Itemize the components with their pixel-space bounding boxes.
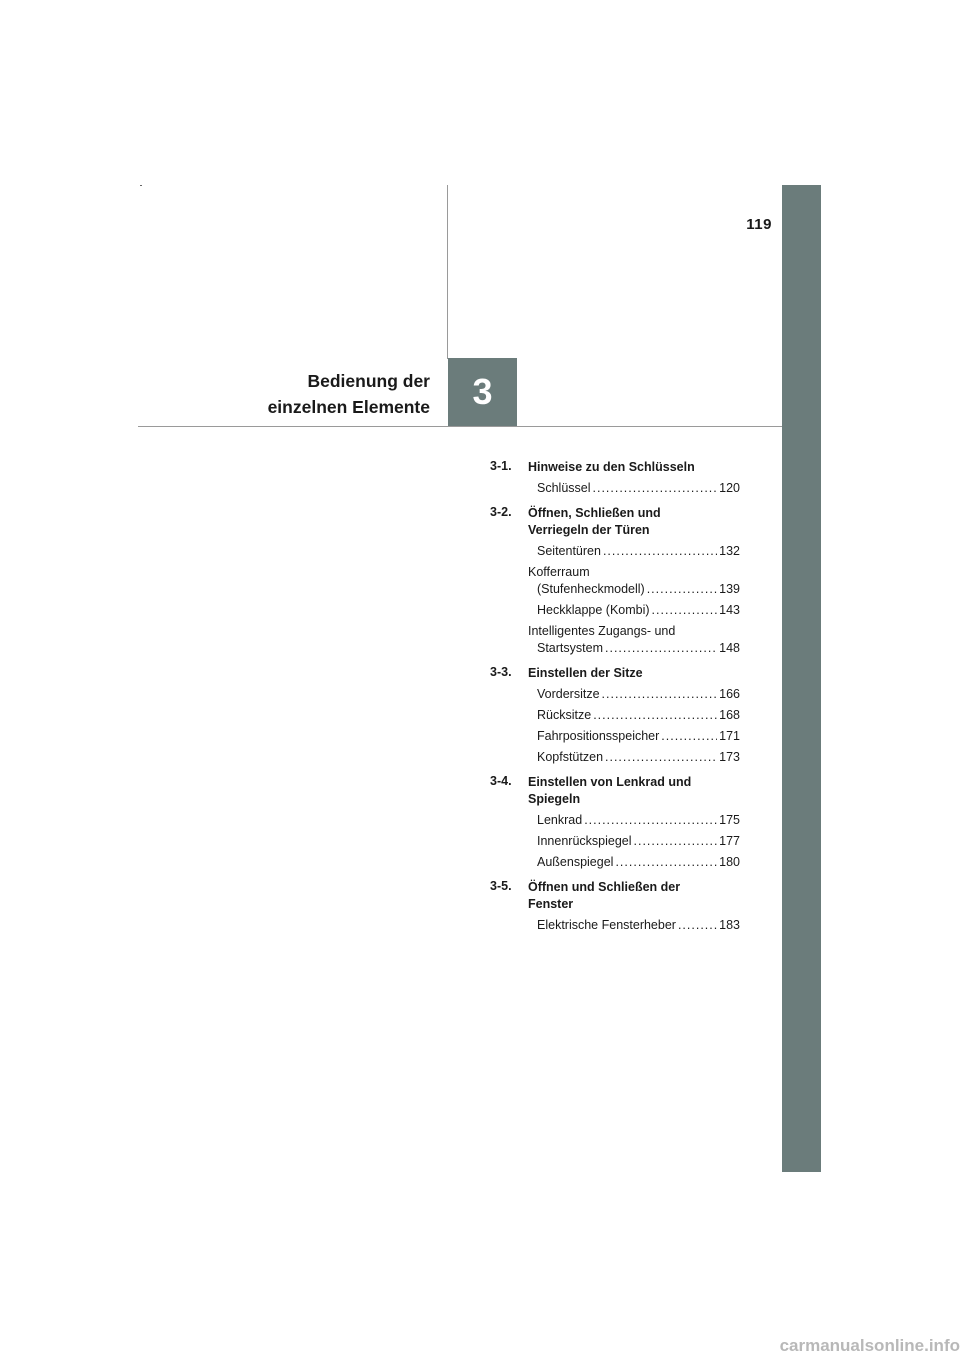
dot-leader <box>603 543 717 560</box>
toc-entry-label: Seitentüren <box>537 544 601 558</box>
chapter-title <box>268 368 430 420</box>
toc-section-number: 3-4. <box>490 774 512 788</box>
toc-section-title[interactable] <box>528 774 740 808</box>
toc-entry[interactable] <box>528 728 740 745</box>
toc-section-title-line: Öffnen, Schließen und <box>528 506 661 520</box>
toc-section <box>490 459 740 497</box>
toc-entry[interactable] <box>528 749 740 766</box>
toc-section-number: 3-3. <box>490 665 512 679</box>
toc-section-title-line: Spiegeln <box>528 792 581 806</box>
toc-entry[interactable] <box>528 480 740 497</box>
toc-section <box>490 665 740 766</box>
toc-entry[interactable] <box>528 812 740 829</box>
horizontal-divider <box>138 426 782 427</box>
toc-entry-page: 177 <box>719 834 740 848</box>
toc-section <box>490 505 740 657</box>
toc-entry-label: Elektrische Fensterheber <box>537 918 676 932</box>
toc-entry[interactable] <box>528 707 740 724</box>
toc-entry-label: Außenspiegel <box>537 855 614 869</box>
toc-entry-label: Fahrpositionsspeicher <box>537 729 660 743</box>
chapter-side-tab <box>782 185 821 1172</box>
toc-section-number: 3-5. <box>490 879 512 893</box>
toc-section-title-line: Verriegeln der Türen <box>528 523 650 537</box>
dot-leader <box>678 917 717 934</box>
dot-leader <box>661 728 717 745</box>
toc-entry[interactable] <box>528 564 740 598</box>
toc-entry[interactable] <box>528 686 740 703</box>
toc-section-title-line: Hinweise zu den Schlüsseln <box>528 460 695 474</box>
toc-entry-label: Schlüssel <box>537 481 591 495</box>
page-number: 119 <box>746 216 772 233</box>
toc-entry-label: (Stufenheckmodell) <box>537 582 645 596</box>
toc-section-title-line: Fenster <box>528 897 574 911</box>
toc-entry-label: Startsystem <box>537 641 603 655</box>
dot-leader <box>593 707 717 724</box>
dot-leader <box>652 602 718 619</box>
toc-entry-page: 148 <box>719 641 740 655</box>
toc-section-title-line: Einstellen von Lenkrad und <box>528 775 692 789</box>
toc-entry-label: Innenrückspiegel <box>537 834 632 848</box>
dot-leader <box>634 833 718 850</box>
toc-entry-label: Kopfstützen <box>537 750 604 764</box>
toc-entry-label: Vordersitze <box>537 687 600 701</box>
toc-entry-label: Rücksitze <box>537 708 592 722</box>
toc-section-title[interactable] <box>528 879 740 913</box>
toc-entry-page: 183 <box>719 918 740 932</box>
toc-section-title[interactable] <box>528 459 740 476</box>
toc-entry-page: 175 <box>719 813 740 827</box>
toc-entry-page: 143 <box>719 603 740 617</box>
dot-leader <box>647 581 717 598</box>
toc-entry-label: Intelligentes Zugangs- und <box>528 624 676 638</box>
toc-entry-page: 166 <box>719 687 740 701</box>
toc-entry[interactable] <box>528 854 740 871</box>
table-of-contents <box>490 459 740 942</box>
toc-entry-label: Heckklappe (Kombi) <box>537 603 650 617</box>
toc-entry[interactable] <box>528 543 740 560</box>
toc-entry-label: Lenkrad <box>537 813 583 827</box>
toc-section-number: 3-1. <box>490 459 512 473</box>
chapter-title-line1: Bedienung der <box>307 371 430 391</box>
toc-entry-page: 168 <box>719 708 740 722</box>
toc-section-title-line: Einstellen der Sitze <box>528 666 643 680</box>
toc-section-title-line: Öffnen und Schließen der <box>528 880 681 894</box>
toc-section <box>490 774 740 871</box>
dot-leader <box>615 854 717 871</box>
vertical-divider <box>447 185 448 359</box>
dot-leader <box>593 480 718 497</box>
dot-leader <box>605 640 717 657</box>
toc-entry[interactable] <box>528 623 740 657</box>
chapter-number: 3 <box>472 371 493 412</box>
toc-entry-label: Kofferraum <box>528 565 590 579</box>
chapter-title-line2: einzelnen Elemente <box>267 397 430 417</box>
toc-entry-page: 171 <box>719 729 740 743</box>
toc-entry-page: 132 <box>719 544 740 558</box>
toc-entry[interactable] <box>528 917 740 934</box>
dot-leader <box>602 686 718 703</box>
chapter-number-box <box>448 358 517 426</box>
dot-leader <box>605 749 717 766</box>
toc-entry[interactable] <box>528 602 740 619</box>
corner-mark <box>140 185 142 186</box>
watermark: carmanualsonline.info <box>779 1336 960 1355</box>
toc-section-title[interactable] <box>528 505 740 539</box>
dot-leader <box>584 812 717 829</box>
toc-entry-page: 139 <box>719 582 740 596</box>
toc-entry-page: 173 <box>719 750 740 764</box>
toc-section-title[interactable] <box>528 665 740 682</box>
toc-section-number: 3-2. <box>490 505 512 519</box>
toc-entry-page: 180 <box>719 855 740 869</box>
toc-entry[interactable] <box>528 833 740 850</box>
toc-entry-page: 120 <box>719 481 740 495</box>
toc-section <box>490 879 740 934</box>
